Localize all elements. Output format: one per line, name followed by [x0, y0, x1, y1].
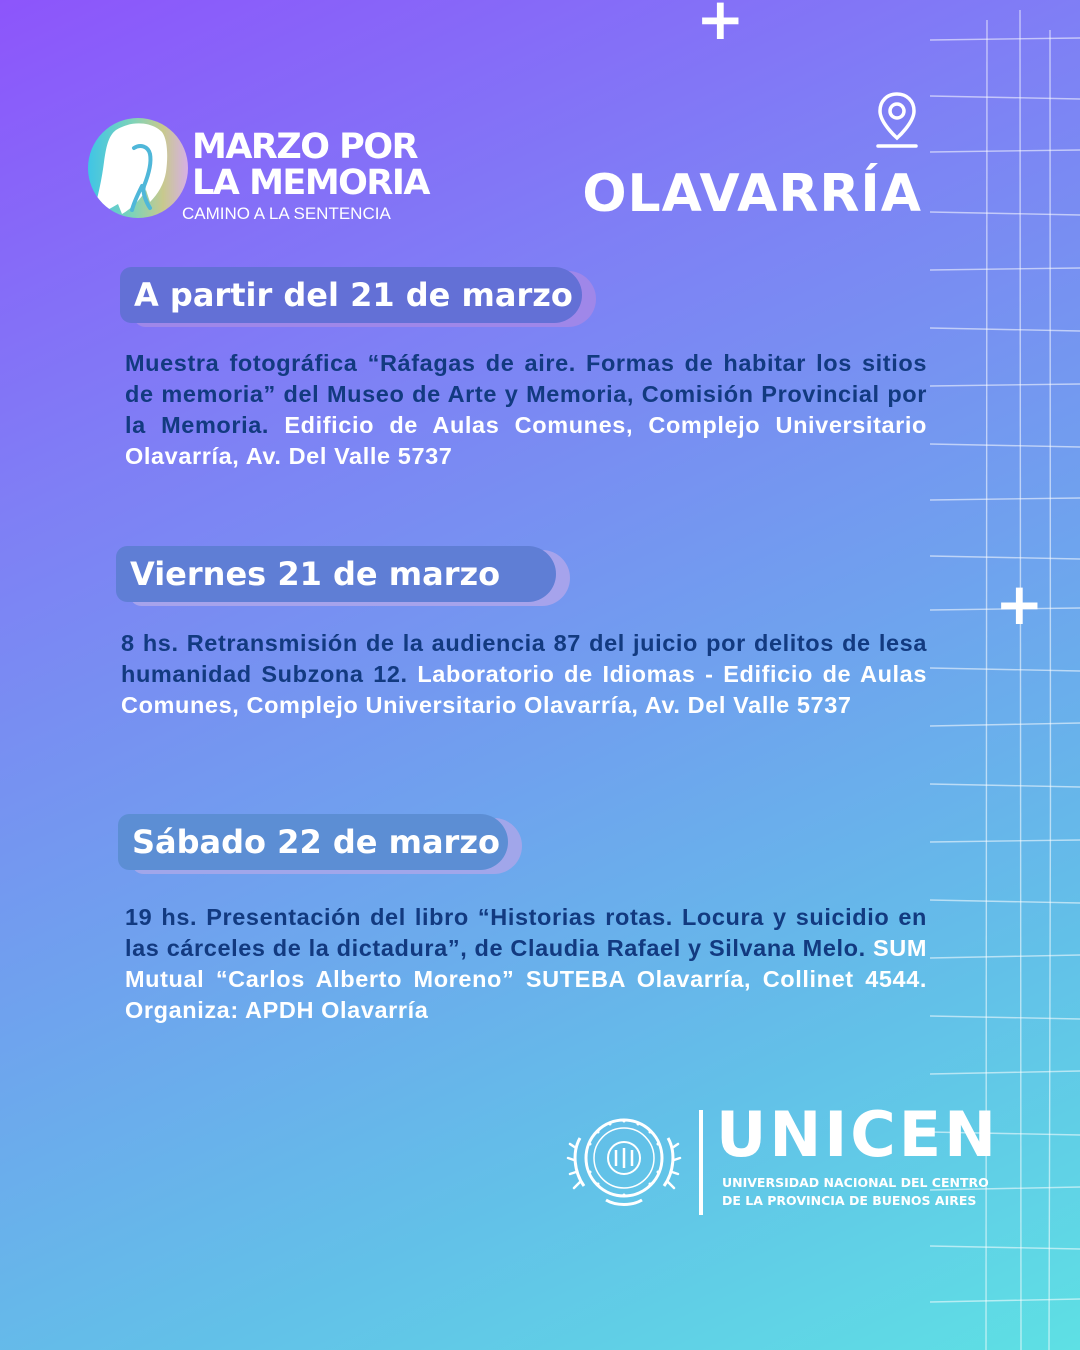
date-pill	[120, 267, 582, 323]
marzo-por-la-memoria-logo	[88, 118, 428, 228]
map-pin-icon	[874, 90, 920, 150]
event-description	[125, 902, 927, 1026]
date-pill	[118, 814, 508, 870]
plus-decoration-icon: +	[696, 0, 745, 53]
logo-subtitle: CAMINO A LA SENTENCIA	[182, 204, 391, 223]
logo-line-2: LA MEMORIA	[192, 163, 429, 203]
footer-divider	[699, 1110, 703, 1215]
date-pill	[116, 546, 556, 602]
event-description-main: Muestra fotográfica “Ráfagas de aire. Formas de habitar los sitios de memoria” del Museo de Arte y Memoria, Comisión Provincial por la Memoria.	[125, 350, 927, 438]
logo-line-1: MARZO POR	[192, 127, 418, 167]
event-date: Sábado 22 de marzo	[132, 823, 500, 861]
event-date: Viernes 21 de marzo	[130, 555, 501, 593]
city-title: OLAVARRÍA	[582, 164, 922, 224]
headscarf-icon	[88, 118, 188, 218]
event-description	[125, 348, 927, 472]
event-location: SUM Mutual “Carlos Alberto Moreno” SUTEBA Olavarría, Collinet 4544. Organiza: APDH Olavarría	[125, 935, 927, 1023]
event-description-main: 8 hs. Retransmisión de la audiencia 87 del juicio por delitos de lesa humanidad Subzona 12.	[121, 630, 927, 687]
event-date: A partir del 21 de marzo	[134, 276, 573, 314]
unicen-logo-text: UNICEN	[716, 1098, 1000, 1171]
unicen-subtitle-line-1: UNIVERSIDAD NACIONAL DEL CENTRO	[722, 1175, 989, 1190]
university-seal-icon	[566, 1108, 682, 1212]
event-description-main: 19 hs. Presentación del libro “Historias rotas. Locura y suicidio en las cárceles de la dictadura”, de Claudia Rafael y Silvana Melo.	[125, 904, 927, 961]
unicen-subtitle-line-2: DE LA PROVINCIA DE BUENOS AIRES	[722, 1193, 977, 1208]
event-description	[121, 628, 927, 721]
event-location: Edificio de Aulas Comunes, Complejo Universitario Olavarría, Av. Del Valle 5737	[125, 412, 927, 469]
plus-decoration-icon: +	[995, 570, 1044, 638]
event-location: Laboratorio de Idiomas - Edificio de Aulas Comunes, Complejo Universitario Olavarría, Av. Del Valle 5737	[121, 661, 927, 718]
